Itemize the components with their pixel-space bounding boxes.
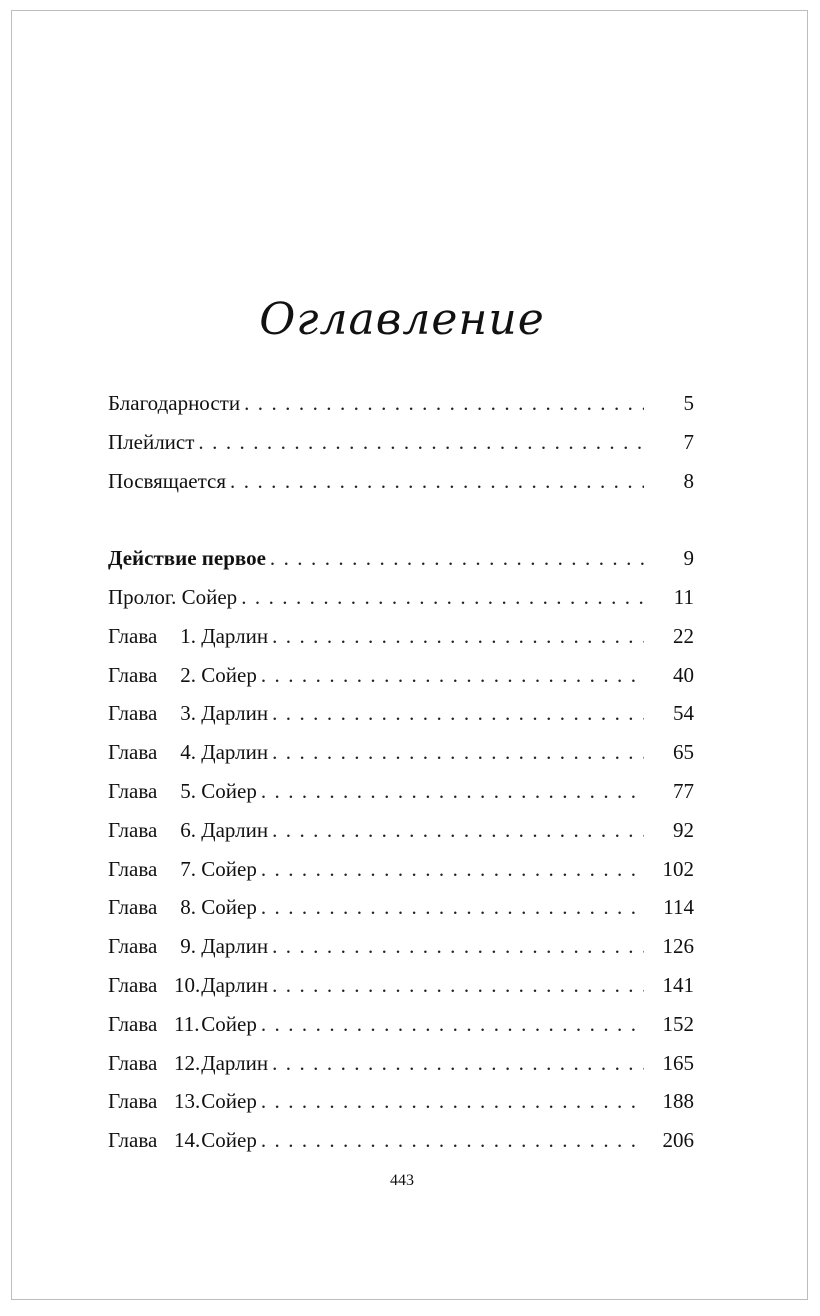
toc-entry-label	[108, 888, 257, 927]
chapter-number: 2.	[180, 662, 196, 687]
chapter-name: Сойер	[201, 1128, 257, 1153]
toc-entry-label	[108, 927, 268, 966]
toc-entry-label	[108, 694, 268, 733]
chapter-word: Глава	[108, 1011, 158, 1036]
toc-entry-page: 7	[683, 429, 694, 454]
toc-entry-page: 8	[683, 468, 694, 493]
toc-entry-page: 11	[673, 584, 694, 609]
leader-dots	[261, 1082, 644, 1121]
toc-entry-label	[108, 1082, 257, 1121]
toc-entry-label	[108, 850, 257, 889]
toc-entry-chapter	[108, 694, 694, 733]
toc-entry-page: 102	[662, 856, 694, 881]
toc-entry-page: 126	[662, 934, 694, 959]
leader-dots	[261, 850, 644, 889]
toc-entry-label	[108, 772, 257, 811]
toc-entry-chapter	[108, 1044, 694, 1083]
chapter-name: Сойер	[201, 1011, 257, 1036]
chapter-number: 3.	[180, 701, 196, 726]
chapter-name: Дарлин	[201, 740, 269, 765]
chapter-name: Дарлин	[201, 1050, 269, 1075]
chapter-word: Глава	[108, 701, 158, 726]
leader-dots	[272, 694, 644, 733]
toc-entry-page: 92	[673, 817, 694, 842]
chapter-number: 6.	[180, 817, 196, 842]
toc-entry-chapter	[108, 656, 694, 695]
chapter-number: 5.	[180, 778, 196, 803]
chapter-word: Глава	[108, 662, 158, 687]
toc-entry-part-one	[108, 539, 694, 578]
chapter-word: Глава	[108, 740, 158, 765]
leader-dots	[272, 1044, 644, 1083]
toc-entry-label	[108, 733, 268, 772]
leader-dots	[272, 733, 644, 772]
chapter-number: 10.	[174, 972, 201, 997]
chapter-name: Сойер	[201, 856, 257, 881]
chapter-name: Сойер	[201, 662, 257, 687]
toc-entry-playlist	[108, 423, 694, 462]
toc-entry-page: 40	[673, 662, 694, 687]
page-number: 443	[390, 1172, 414, 1189]
toc-entry-chapter	[108, 733, 694, 772]
leader-dots	[272, 966, 644, 1005]
toc-entry-chapter	[108, 927, 694, 966]
toc-entry-dedication	[108, 462, 694, 501]
toc-entry-page: 77	[673, 778, 694, 803]
chapter-list	[108, 617, 694, 1160]
toc-entry-label: Пролог. Сойер	[108, 584, 238, 609]
toc-entry-chapter	[108, 772, 694, 811]
chapter-number: 11.	[174, 1011, 200, 1036]
toc-entry-acknowledgements	[108, 384, 694, 423]
toc-entry-chapter	[108, 811, 694, 850]
toc-entry-chapter	[108, 1082, 694, 1121]
toc-entry-label	[108, 617, 268, 656]
chapter-number: 1.	[180, 623, 196, 648]
chapter-name: Дарлин	[201, 623, 269, 648]
toc-entry-label: Посвящается	[108, 468, 227, 493]
leader-dots	[261, 656, 644, 695]
chapter-name: Дарлин	[201, 934, 269, 959]
leader-dots	[230, 462, 644, 501]
toc-entry-page: 54	[673, 701, 694, 726]
chapter-word: Глава	[108, 1050, 158, 1075]
chapter-word: Глава	[108, 623, 158, 648]
toc-entry-page: 141	[662, 972, 694, 997]
toc-entry-page: 165	[662, 1050, 694, 1075]
chapter-number: 7.	[180, 856, 196, 881]
chapter-name: Дарлин	[201, 972, 269, 997]
toc-entry-label	[108, 1121, 257, 1160]
chapter-word: Глава	[108, 972, 158, 997]
chapter-number: 4.	[180, 740, 196, 765]
toc-entry-page: 5	[683, 391, 694, 415]
chapter-word: Глава	[108, 817, 158, 842]
chapter-number: 13.	[174, 1089, 201, 1114]
chapter-word: Глава	[108, 778, 158, 803]
chapter-word: Глава	[108, 1128, 158, 1153]
toc-entry-chapter	[108, 850, 694, 889]
chapter-name: Сойер	[201, 1089, 257, 1114]
toc-entry-page: 65	[673, 740, 694, 765]
toc-entry-page: 9	[683, 546, 694, 571]
toc-entry-label: Благодарности	[108, 391, 241, 415]
leader-dots	[198, 423, 644, 462]
leader-dots	[272, 617, 644, 656]
toc-entry-chapter	[108, 1121, 694, 1160]
toc-entry-label	[108, 966, 268, 1005]
chapter-number: 9.	[180, 934, 196, 959]
toc-entry-chapter	[108, 617, 694, 656]
chapter-name: Дарлин	[201, 701, 269, 726]
leader-dots	[261, 1121, 644, 1160]
leader-dots	[261, 772, 644, 811]
leader-dots	[272, 927, 644, 966]
page-title: Оглавление	[259, 294, 545, 345]
toc-entry-page: 152	[662, 1011, 694, 1036]
toc-entry-prologue	[108, 578, 694, 617]
leader-dots	[261, 1005, 644, 1044]
toc-entry-page: 114	[663, 895, 694, 920]
toc-entry-page: 22	[673, 623, 694, 648]
leader-dots	[272, 811, 644, 850]
leader-dots	[244, 384, 644, 423]
toc-entry-label: Действие первое	[108, 546, 266, 571]
leader-dots	[241, 578, 644, 617]
chapter-name: Дарлин	[201, 817, 269, 842]
chapter-word: Глава	[108, 895, 158, 920]
toc-entry-page: 188	[662, 1089, 694, 1114]
chapter-number: 8.	[180, 895, 196, 920]
leader-dots	[261, 888, 644, 927]
chapter-word: Глава	[108, 1089, 158, 1114]
toc-entry-label: Плейлист	[108, 429, 195, 454]
chapter-name: Сойер	[201, 895, 257, 920]
table-of-contents	[108, 384, 694, 1160]
toc-entry-label	[108, 1044, 268, 1083]
chapter-number: 14.	[174, 1128, 201, 1153]
chapter-word: Глава	[108, 934, 158, 959]
toc-entry-chapter	[108, 888, 694, 927]
chapter-word: Глава	[108, 856, 158, 881]
toc-entry-label	[108, 811, 268, 850]
toc-entry-chapter	[108, 1005, 694, 1044]
toc-entry-label	[108, 1005, 257, 1044]
toc-entry-chapter	[108, 966, 694, 1005]
leader-dots	[270, 539, 644, 578]
toc-entry-label	[108, 656, 257, 695]
book-page	[11, 10, 808, 1300]
chapter-name: Сойер	[201, 778, 257, 803]
chapter-number: 12.	[174, 1050, 201, 1075]
toc-entry-page: 206	[662, 1128, 694, 1153]
